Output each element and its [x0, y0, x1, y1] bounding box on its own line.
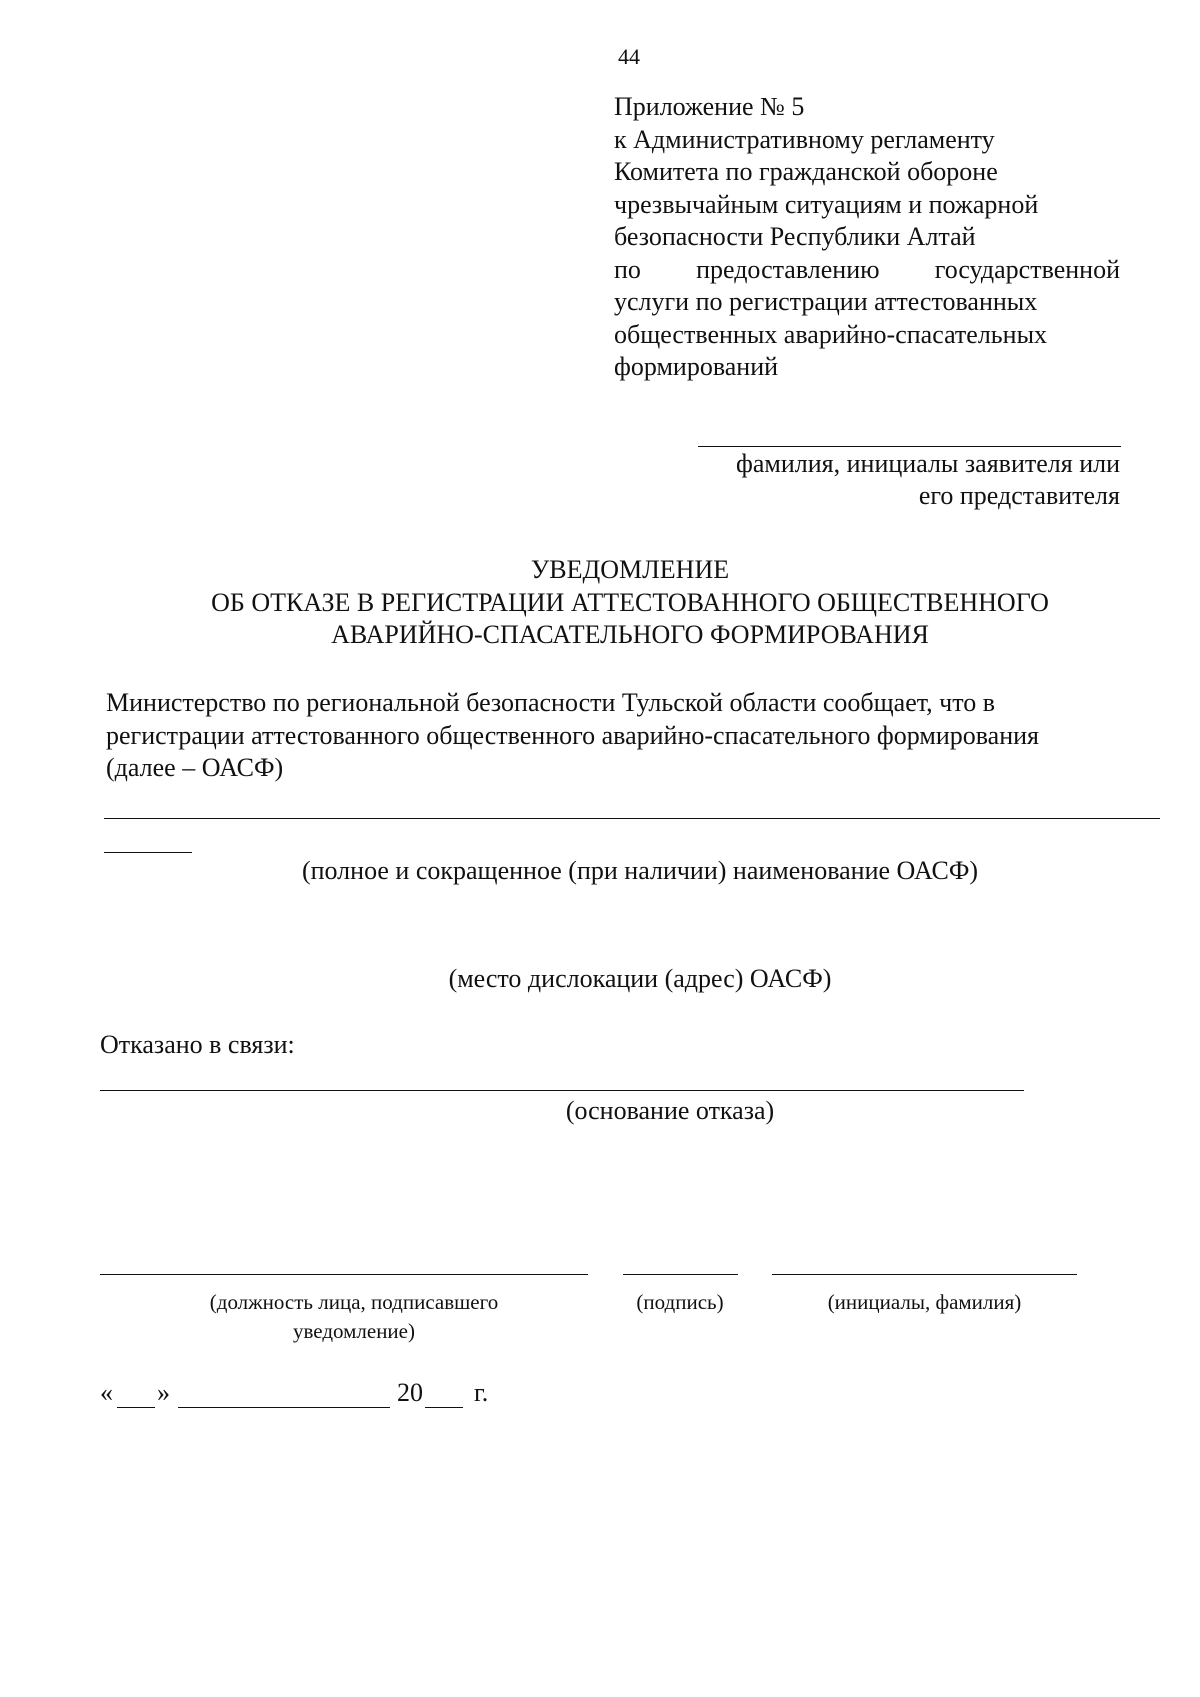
refused-label: Отказано в связи:	[100, 1030, 295, 1059]
appendix-word: по	[614, 254, 641, 284]
appendix-line: к Административному регламенту	[614, 124, 995, 154]
position-caption	[124, 1288, 584, 1346]
initials-line	[772, 1274, 1077, 1275]
document-title	[80, 554, 1180, 652]
appendix-line: безопасности Республики Алтай	[614, 222, 976, 251]
year-suffix: г.	[474, 1378, 489, 1407]
date-close-quote: »	[157, 1378, 170, 1407]
applicant-caption	[736, 448, 1120, 512]
notice-body	[106, 687, 1166, 785]
applicant-name-line	[698, 446, 1121, 447]
month-blank	[178, 1407, 390, 1408]
position-line	[100, 1274, 588, 1275]
signature-line	[623, 1274, 738, 1275]
appendix-line: общественных аварийно-спасательных	[614, 319, 1048, 349]
applicant-caption-line: фамилия, инициалы заявителя или	[736, 449, 1120, 478]
day-blank	[117, 1407, 155, 1408]
oasf-name-line	[104, 818, 1160, 819]
year-blank	[425, 1407, 463, 1408]
appendix-line: формирований	[614, 352, 779, 381]
oasf-name-line-continued	[104, 852, 192, 853]
title-line: АВАРИЙНО-СПАСАТЕЛЬНОГО ФОРМИРОВАНИЯ	[331, 620, 929, 649]
appendix-word: государственной	[934, 254, 1120, 284]
position-caption-line: уведомление)	[292, 1319, 415, 1343]
appendix-line: Приложение № 5	[614, 92, 805, 121]
title-line: УВЕДОМЛЕНИЕ	[530, 555, 730, 584]
refusal-reason-caption: (основание отказа)	[565, 1096, 775, 1125]
body-line: регистрации аттестованного общественного аварийно-спасательного формирования	[106, 720, 1040, 750]
appendix-line: Комитета по гражданской обороне	[614, 157, 998, 186]
page-number: 44	[618, 44, 640, 69]
appendix-justified-line	[614, 254, 1120, 287]
position-caption-line: (должность лица, подписавшего	[209, 1290, 499, 1314]
appendix-word: предоставлению	[696, 254, 880, 284]
signature-caption: (подпись)	[636, 1290, 724, 1314]
oasf-name-caption: (полное и сокращенное (при наличии) наименование ОАСФ)	[301, 856, 979, 885]
appendix-line: услуги по регистрации аттестованных	[614, 287, 1038, 316]
date-field	[100, 1378, 520, 1412]
oasf-location-caption: (место дислокации (адрес) ОАСФ)	[448, 964, 832, 993]
appendix-line: чрезвычайным ситуациям и пожарной	[614, 189, 1039, 219]
initials-caption: (инициалы, фамилия)	[827, 1290, 1022, 1314]
applicant-caption-line: его представителя	[918, 481, 1120, 510]
refusal-reason-line	[100, 1090, 1024, 1091]
body-line: (далее – ОАСФ)	[106, 753, 284, 782]
date-open-quote: «	[100, 1378, 113, 1407]
title-line: ОБ ОТКАЗЕ В РЕГИСТРАЦИИ АТТЕСТОВАННОГО ОБЩЕСТВЕННОГО	[211, 587, 1049, 617]
appendix-header	[614, 91, 1120, 384]
year-prefix: 20	[397, 1378, 423, 1407]
body-line: Министерство по региональной безопасности Тульской области сообщает, что в	[106, 688, 996, 717]
